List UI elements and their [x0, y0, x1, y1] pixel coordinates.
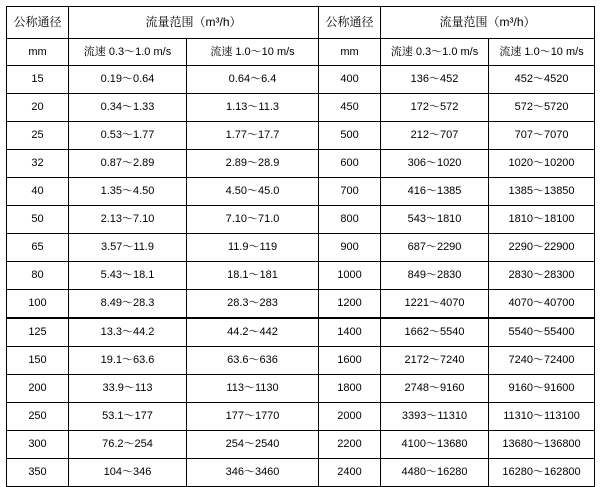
- table-row: [7, 94, 595, 122]
- cell-nominal-diameter-right: 1200: [319, 290, 381, 319]
- header-velocity-high-right: 流速 1.0～10 m/s: [489, 39, 595, 66]
- cell-flow-low-left: 0.19～0.64: [69, 66, 187, 94]
- cell-flow-low-left: 53.1～177: [69, 403, 187, 431]
- header-unit-mm-right: mm: [319, 39, 381, 66]
- header-velocity-low-left: 流速 0.3～1.0 m/s: [69, 39, 187, 66]
- cell-flow-high-left: 28.3～283: [187, 290, 319, 319]
- header-velocity-low-right: 流速 0.3～1.0 m/s: [381, 39, 489, 66]
- cell-nominal-diameter-left: 100: [7, 290, 69, 319]
- cell-flow-high-right: 16280～162800: [489, 459, 595, 487]
- table-header-row-sub: [7, 39, 595, 66]
- cell-flow-low-left: 0.87～2.89: [69, 150, 187, 178]
- cell-flow-high-right: 2290～22900: [489, 234, 595, 262]
- cell-flow-low-left: 5.43～18.1: [69, 262, 187, 290]
- cell-nominal-diameter-right: 400: [319, 66, 381, 94]
- table-row: [7, 290, 595, 319]
- cell-flow-high-left: 1.13～11.3: [187, 94, 319, 122]
- cell-flow-high-right: 13680～136800: [489, 431, 595, 459]
- cell-flow-high-left: 254～2540: [187, 431, 319, 459]
- cell-nominal-diameter-left: 125: [7, 318, 69, 347]
- cell-nominal-diameter-right: 2000: [319, 403, 381, 431]
- cell-flow-low-right: 687～2290: [381, 234, 489, 262]
- cell-flow-low-right: 3393～11310: [381, 403, 489, 431]
- cell-nominal-diameter-right: 1400: [319, 318, 381, 347]
- cell-flow-high-right: 4070～40700: [489, 290, 595, 319]
- cell-flow-high-right: 1020～10200: [489, 150, 595, 178]
- cell-nominal-diameter-left: 80: [7, 262, 69, 290]
- cell-flow-low-left: 0.34～1.33: [69, 94, 187, 122]
- table-row: [7, 459, 595, 487]
- cell-nominal-diameter-right: 450: [319, 94, 381, 122]
- cell-nominal-diameter-right: 1600: [319, 347, 381, 375]
- cell-nominal-diameter-right: 900: [319, 234, 381, 262]
- cell-nominal-diameter-left: 20: [7, 94, 69, 122]
- cell-flow-high-right: 1385～13850: [489, 178, 595, 206]
- cell-nominal-diameter-right: 700: [319, 178, 381, 206]
- cell-nominal-diameter-right: 500: [319, 122, 381, 150]
- cell-flow-low-right: 416～1385: [381, 178, 489, 206]
- cell-nominal-diameter-right: 2400: [319, 459, 381, 487]
- cell-nominal-diameter-left: 65: [7, 234, 69, 262]
- cell-flow-high-left: 11.9～119: [187, 234, 319, 262]
- cell-flow-low-right: 306～1020: [381, 150, 489, 178]
- cell-flow-low-left: 3.57～11.9: [69, 234, 187, 262]
- table-row: [7, 66, 595, 94]
- cell-flow-low-right: 2172～7240: [381, 347, 489, 375]
- header-nominal-diameter-right: 公称通径: [319, 7, 381, 39]
- cell-flow-high-left: 113～1130: [187, 375, 319, 403]
- cell-nominal-diameter-left: 250: [7, 403, 69, 431]
- cell-flow-low-right: 1662～5540: [381, 318, 489, 347]
- cell-flow-high-right: 572～5720: [489, 94, 595, 122]
- table-row: [7, 375, 595, 403]
- cell-flow-high-right: 11310～113100: [489, 403, 595, 431]
- cell-flow-high-left: 7.10～71.0: [187, 206, 319, 234]
- cell-flow-high-left: 346～3460: [187, 459, 319, 487]
- header-flow-range-right: 流量范围（m³/h）: [381, 7, 595, 39]
- cell-nominal-diameter-left: 25: [7, 122, 69, 150]
- cell-flow-low-left: 33.9～113: [69, 375, 187, 403]
- cell-flow-high-right: 2830～28300: [489, 262, 595, 290]
- cell-flow-high-left: 177～1770: [187, 403, 319, 431]
- cell-nominal-diameter-right: 1000: [319, 262, 381, 290]
- table-row: [7, 234, 595, 262]
- table-body: [7, 7, 595, 487]
- cell-flow-low-left: 76.2～254: [69, 431, 187, 459]
- cell-flow-low-right: 4480～16280: [381, 459, 489, 487]
- cell-nominal-diameter-left: 350: [7, 459, 69, 487]
- cell-flow-high-right: 1810～18100: [489, 206, 595, 234]
- table-row: [7, 347, 595, 375]
- cell-flow-low-right: 4100～13680: [381, 431, 489, 459]
- table-row: [7, 178, 595, 206]
- cell-flow-high-right: 707～7070: [489, 122, 595, 150]
- header-unit-mm-left: mm: [7, 39, 69, 66]
- cell-flow-low-left: 8.49～28.3: [69, 290, 187, 319]
- cell-flow-high-right: 7240～72400: [489, 347, 595, 375]
- cell-flow-high-left: 18.1～181: [187, 262, 319, 290]
- cell-flow-low-right: 849～2830: [381, 262, 489, 290]
- cell-flow-low-left: 0.53～1.77: [69, 122, 187, 150]
- cell-nominal-diameter-right: 2200: [319, 431, 381, 459]
- cell-flow-high-right: 9160～91600: [489, 375, 595, 403]
- cell-nominal-diameter-left: 15: [7, 66, 69, 94]
- cell-nominal-diameter-left: 32: [7, 150, 69, 178]
- table-row: [7, 122, 595, 150]
- cell-flow-low-left: 19.1～63.6: [69, 347, 187, 375]
- cell-flow-high-left: 63.6～636: [187, 347, 319, 375]
- cell-nominal-diameter-left: 300: [7, 431, 69, 459]
- cell-flow-low-right: 136～452: [381, 66, 489, 94]
- table-header-row-main: [7, 7, 595, 39]
- cell-flow-low-left: 104～346: [69, 459, 187, 487]
- header-flow-range-left: 流量范围（m³/h）: [69, 7, 319, 39]
- cell-flow-high-left: 44.2～442: [187, 318, 319, 347]
- cell-flow-high-right: 5540～55400: [489, 318, 595, 347]
- cell-nominal-diameter-right: 600: [319, 150, 381, 178]
- cell-flow-low-left: 2.13～7.10: [69, 206, 187, 234]
- table-row: [7, 431, 595, 459]
- cell-flow-low-right: 543～1810: [381, 206, 489, 234]
- cell-flow-low-right: 1221～4070: [381, 290, 489, 319]
- cell-flow-low-right: 2748～9160: [381, 375, 489, 403]
- cell-flow-high-left: 0.64～6.4: [187, 66, 319, 94]
- cell-nominal-diameter-right: 800: [319, 206, 381, 234]
- cell-nominal-diameter-left: 200: [7, 375, 69, 403]
- header-velocity-high-left: 流速 1.0～10 m/s: [187, 39, 319, 66]
- cell-flow-low-left: 13.3～44.2: [69, 318, 187, 347]
- table-row: [7, 403, 595, 431]
- header-nominal-diameter-left: 公称通径: [7, 7, 69, 39]
- cell-flow-low-right: 212～707: [381, 122, 489, 150]
- table-row: [7, 262, 595, 290]
- flow-range-table: [6, 6, 595, 487]
- cell-nominal-diameter-left: 150: [7, 347, 69, 375]
- cell-flow-high-left: 4.50～45.0: [187, 178, 319, 206]
- table-row: [7, 318, 595, 347]
- cell-nominal-diameter-left: 40: [7, 178, 69, 206]
- cell-flow-low-right: 172～572: [381, 94, 489, 122]
- cell-nominal-diameter-right: 1800: [319, 375, 381, 403]
- cell-flow-high-left: 2.89～28.9: [187, 150, 319, 178]
- cell-nominal-diameter-left: 50: [7, 206, 69, 234]
- cell-flow-high-left: 1.77～17.7: [187, 122, 319, 150]
- cell-flow-high-right: 452～4520: [489, 66, 595, 94]
- table-row: [7, 206, 595, 234]
- cell-flow-low-left: 1.35～4.50: [69, 178, 187, 206]
- table-row: [7, 150, 595, 178]
